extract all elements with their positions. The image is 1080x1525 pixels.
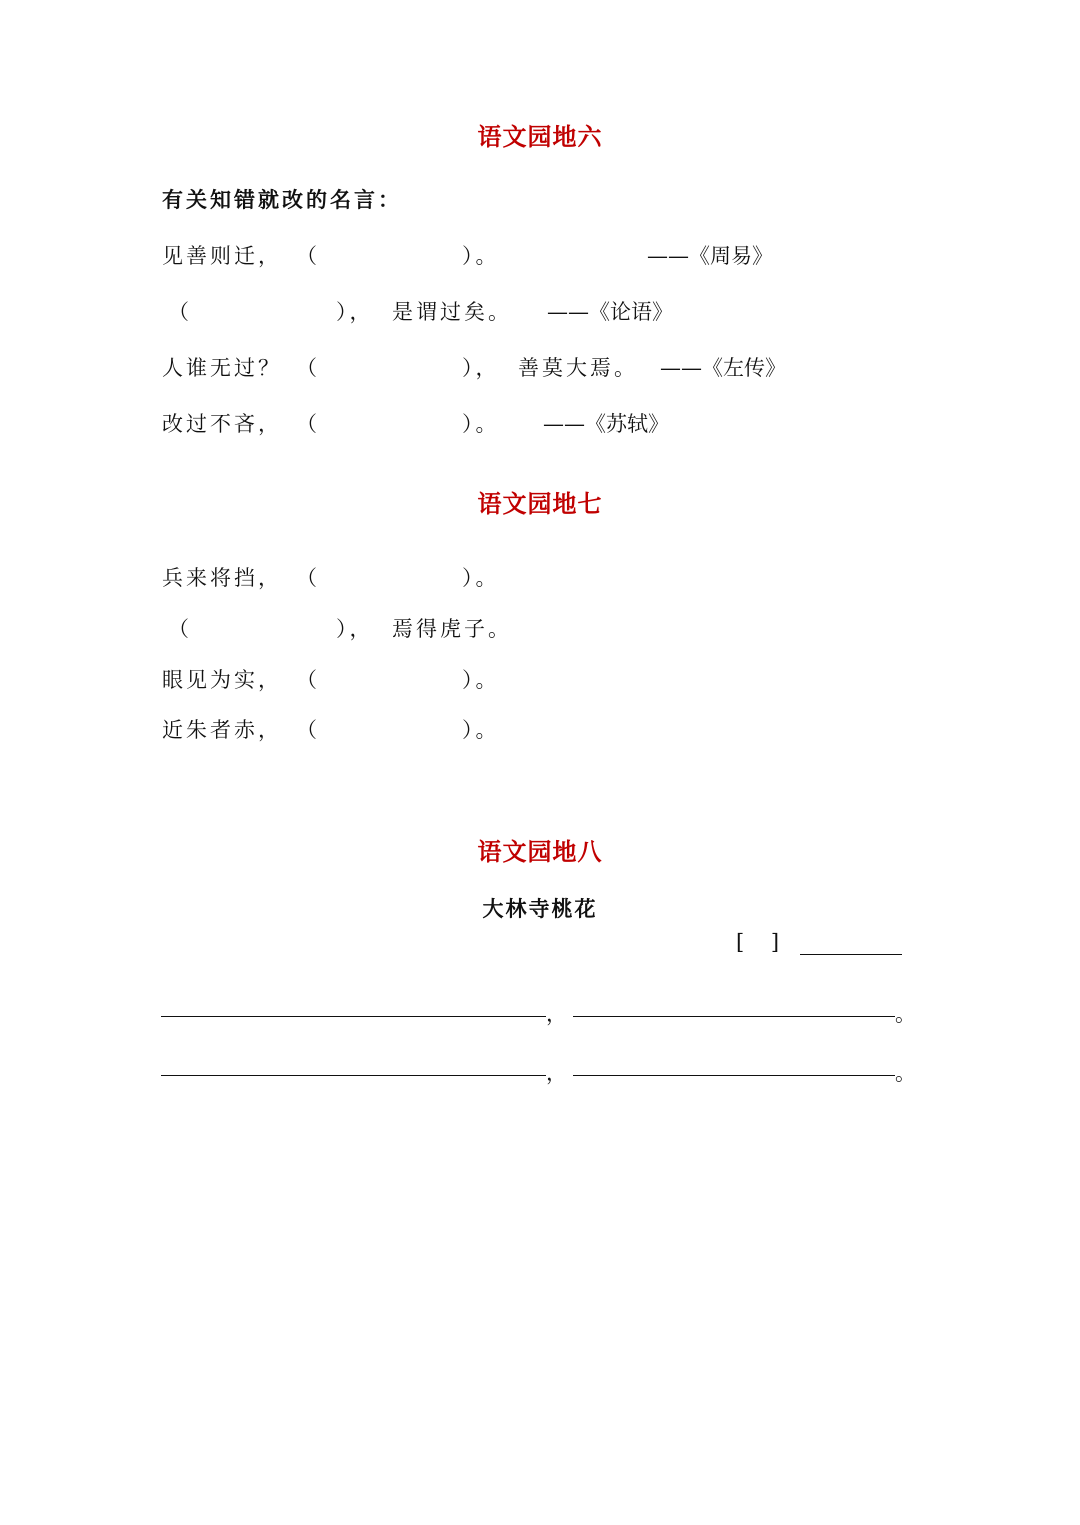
answer-blank[interactable] xyxy=(318,406,460,432)
section-intro: 有关知错就改的名言： xyxy=(162,187,402,212)
poem-blank[interactable] xyxy=(161,1075,546,1076)
saying-before: 见善则迁， xyxy=(162,244,282,268)
answer-blank[interactable] xyxy=(190,294,332,320)
open-paren: （ xyxy=(296,356,320,380)
saying-after: 善莫大焉。 xyxy=(518,356,638,380)
poem-comma: ， xyxy=(546,1061,570,1085)
saying-source: ——《周易》 xyxy=(647,244,773,268)
open-paren: （ xyxy=(296,566,320,590)
poem-blank[interactable] xyxy=(573,1016,895,1017)
close-paren: ）， xyxy=(336,300,374,324)
answer-blank[interactable] xyxy=(318,560,460,586)
poem-title: 大林寺桃花 xyxy=(482,897,598,921)
saying-source: ——《苏轼》 xyxy=(543,412,669,436)
answer-blank[interactable] xyxy=(190,611,332,637)
saying-before: 近朱者赤， xyxy=(162,718,282,742)
author-blank[interactable] xyxy=(800,954,902,955)
section-title-8: 语文园地八 xyxy=(477,838,603,866)
close-paren: ）。 xyxy=(462,718,500,742)
poem-comma: ， xyxy=(546,1002,570,1026)
close-paren: ）。 xyxy=(462,244,500,268)
close-paren: ）。 xyxy=(462,412,500,436)
saying-before: 改过不吝， xyxy=(162,412,282,436)
saying-before: 兵来将挡， xyxy=(162,566,282,590)
answer-blank[interactable] xyxy=(318,238,460,264)
open-paren: （ xyxy=(168,617,192,641)
poem-period: 。 xyxy=(895,1002,919,1026)
close-paren: ）， xyxy=(462,356,500,380)
open-paren: （ xyxy=(168,300,192,324)
saying-before: 眼见为实， xyxy=(162,668,282,692)
close-paren: ）。 xyxy=(462,566,500,590)
saying-source: ——《左传》 xyxy=(660,356,786,380)
poem-blank[interactable] xyxy=(573,1075,895,1076)
saying-after: 是谓过矣。 xyxy=(392,300,512,324)
open-paren: （ xyxy=(296,412,320,436)
dynasty-brackets: [ ] xyxy=(736,930,780,954)
saying-source: ——《论语》 xyxy=(547,300,673,324)
saying-after: 焉得虎子。 xyxy=(392,617,512,641)
poem-blank[interactable] xyxy=(161,1016,546,1017)
close-paren: ）， xyxy=(336,617,374,641)
saying-before: 人谁无过？ xyxy=(162,356,282,380)
poem-period: 。 xyxy=(895,1061,919,1085)
answer-blank[interactable] xyxy=(318,712,460,738)
answer-blank[interactable] xyxy=(318,662,460,688)
section-title-6: 语文园地六 xyxy=(477,123,603,151)
answer-blank[interactable] xyxy=(318,350,460,376)
open-paren: （ xyxy=(296,718,320,742)
section-title-7: 语文园地七 xyxy=(477,490,603,518)
close-paren: ）。 xyxy=(462,668,500,692)
open-paren: （ xyxy=(296,668,320,692)
open-paren: （ xyxy=(296,244,320,268)
